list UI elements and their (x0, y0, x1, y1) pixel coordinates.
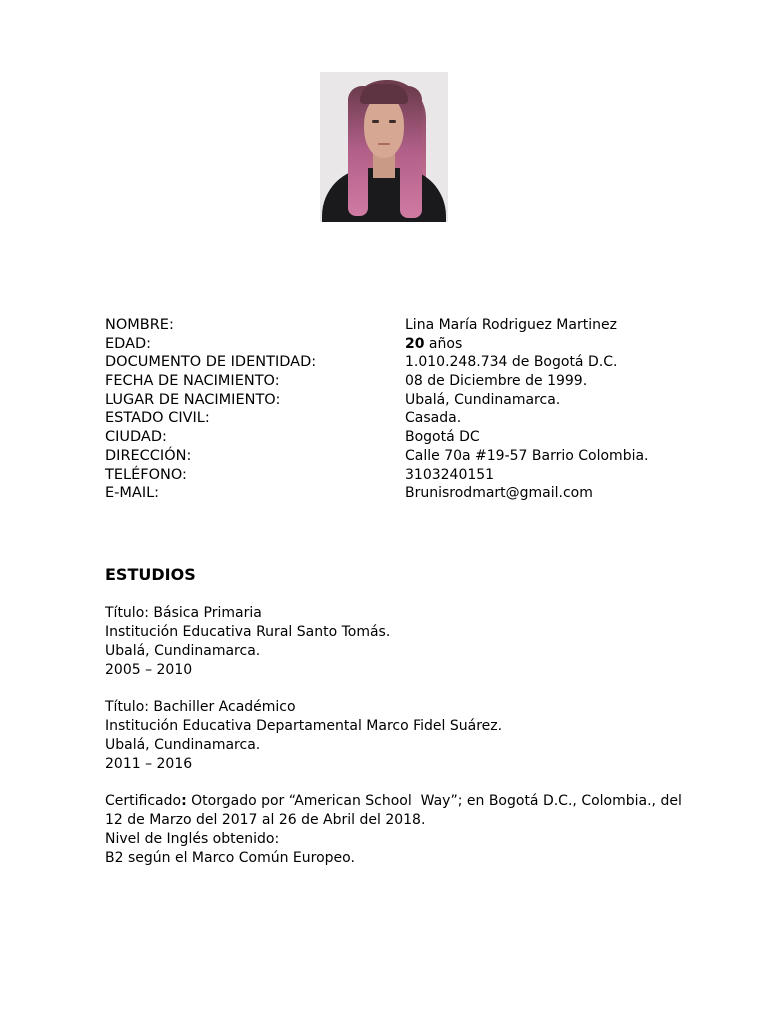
photo-mouth (378, 143, 390, 145)
study-entry-primaria (105, 604, 390, 680)
info-row-documento (105, 353, 665, 372)
info-value: Brunisrodmart@gmail.com (405, 485, 593, 502)
study-title: Título: Bachiller Académico (105, 699, 296, 715)
info-label: LUGAR DE NACIMIENTO: (105, 391, 281, 408)
study-location: Ubalá, Cundinamarca. (105, 643, 261, 659)
study-entry-bachiller (105, 698, 502, 774)
photo-face (364, 96, 404, 158)
info-label: EDAD: (105, 335, 152, 352)
info-value: Lina María Rodriguez Martinez (405, 317, 617, 333)
photo-left-eye (372, 120, 379, 123)
info-label: CIUDAD: (105, 429, 167, 446)
photo-hair-right (400, 86, 422, 218)
info-row-estado-civil (105, 409, 665, 428)
study-entry-certificado (105, 792, 682, 868)
info-row-telefono (105, 466, 665, 485)
certificate-line (105, 792, 682, 811)
photo-hair-left (348, 86, 368, 216)
info-value: 08 de Diciembre de 1999. (405, 373, 588, 390)
info-label: FECHA DE NACIMIENTO: (105, 373, 280, 390)
info-row-nombre (105, 316, 665, 335)
info-label: DIRECCIÓN: (105, 447, 192, 464)
info-label: NOMBRE: (105, 317, 174, 333)
info-value: Ubalá, Cundinamarca. (405, 391, 561, 408)
info-row-fecha-nacimiento (105, 372, 665, 391)
info-label: TELÉFONO: (105, 466, 187, 483)
english-level-label: Nivel de Inglés obtenido: (105, 831, 280, 847)
section-title-estudios: ESTUDIOS (105, 565, 196, 584)
certificate-colon: : (181, 793, 187, 809)
personal-info (105, 316, 665, 503)
study-years: 2011 – 2016 (105, 756, 193, 772)
certificate-description: Otorgado por “American School Way”; en Bogotá D.C., Colombia., del (186, 793, 682, 809)
age-number: 20 (405, 335, 425, 352)
certificate-dates: 12 de Marzo del 2017 al 26 de Abril del 2018. (105, 812, 426, 828)
certificate-prefix: Certificado (105, 793, 182, 809)
info-value: Calle 70a #19-57 Barrio Colombia. (405, 447, 649, 464)
photo-right-eye (389, 120, 396, 123)
profile-photo (320, 72, 448, 222)
info-label: ESTADO CIVIL: (105, 410, 210, 427)
study-title: Título: Básica Primaria (105, 605, 262, 621)
photo-hair-top (360, 84, 408, 104)
info-value: 3103240151 (405, 466, 495, 483)
info-row-direccion (105, 447, 665, 466)
english-level-value: B2 según el Marco Común Europeo. (105, 850, 355, 866)
study-years: 2005 – 2010 (105, 662, 193, 678)
study-institution: Institución Educativa Departamental Marco Fidel Suárez. (105, 718, 503, 734)
info-row-ciudad (105, 428, 665, 447)
info-label: DOCUMENTO DE IDENTIDAD: (105, 354, 317, 371)
info-row-lugar-nacimiento (105, 391, 665, 410)
info-value (405, 335, 462, 353)
study-location: Ubalá, Cundinamarca. (105, 737, 261, 753)
age-unit: años (424, 335, 463, 352)
info-row-email (105, 484, 665, 503)
info-label: E-MAIL: (105, 485, 160, 502)
info-row-edad (105, 335, 665, 354)
study-institution: Institución Educativa Rural Santo Tomás. (105, 624, 391, 640)
info-value: 1.010.248.734 de Bogotá D.C. (405, 354, 618, 371)
info-value: Bogotá DC (405, 429, 480, 446)
info-value: Casada. (405, 410, 462, 427)
